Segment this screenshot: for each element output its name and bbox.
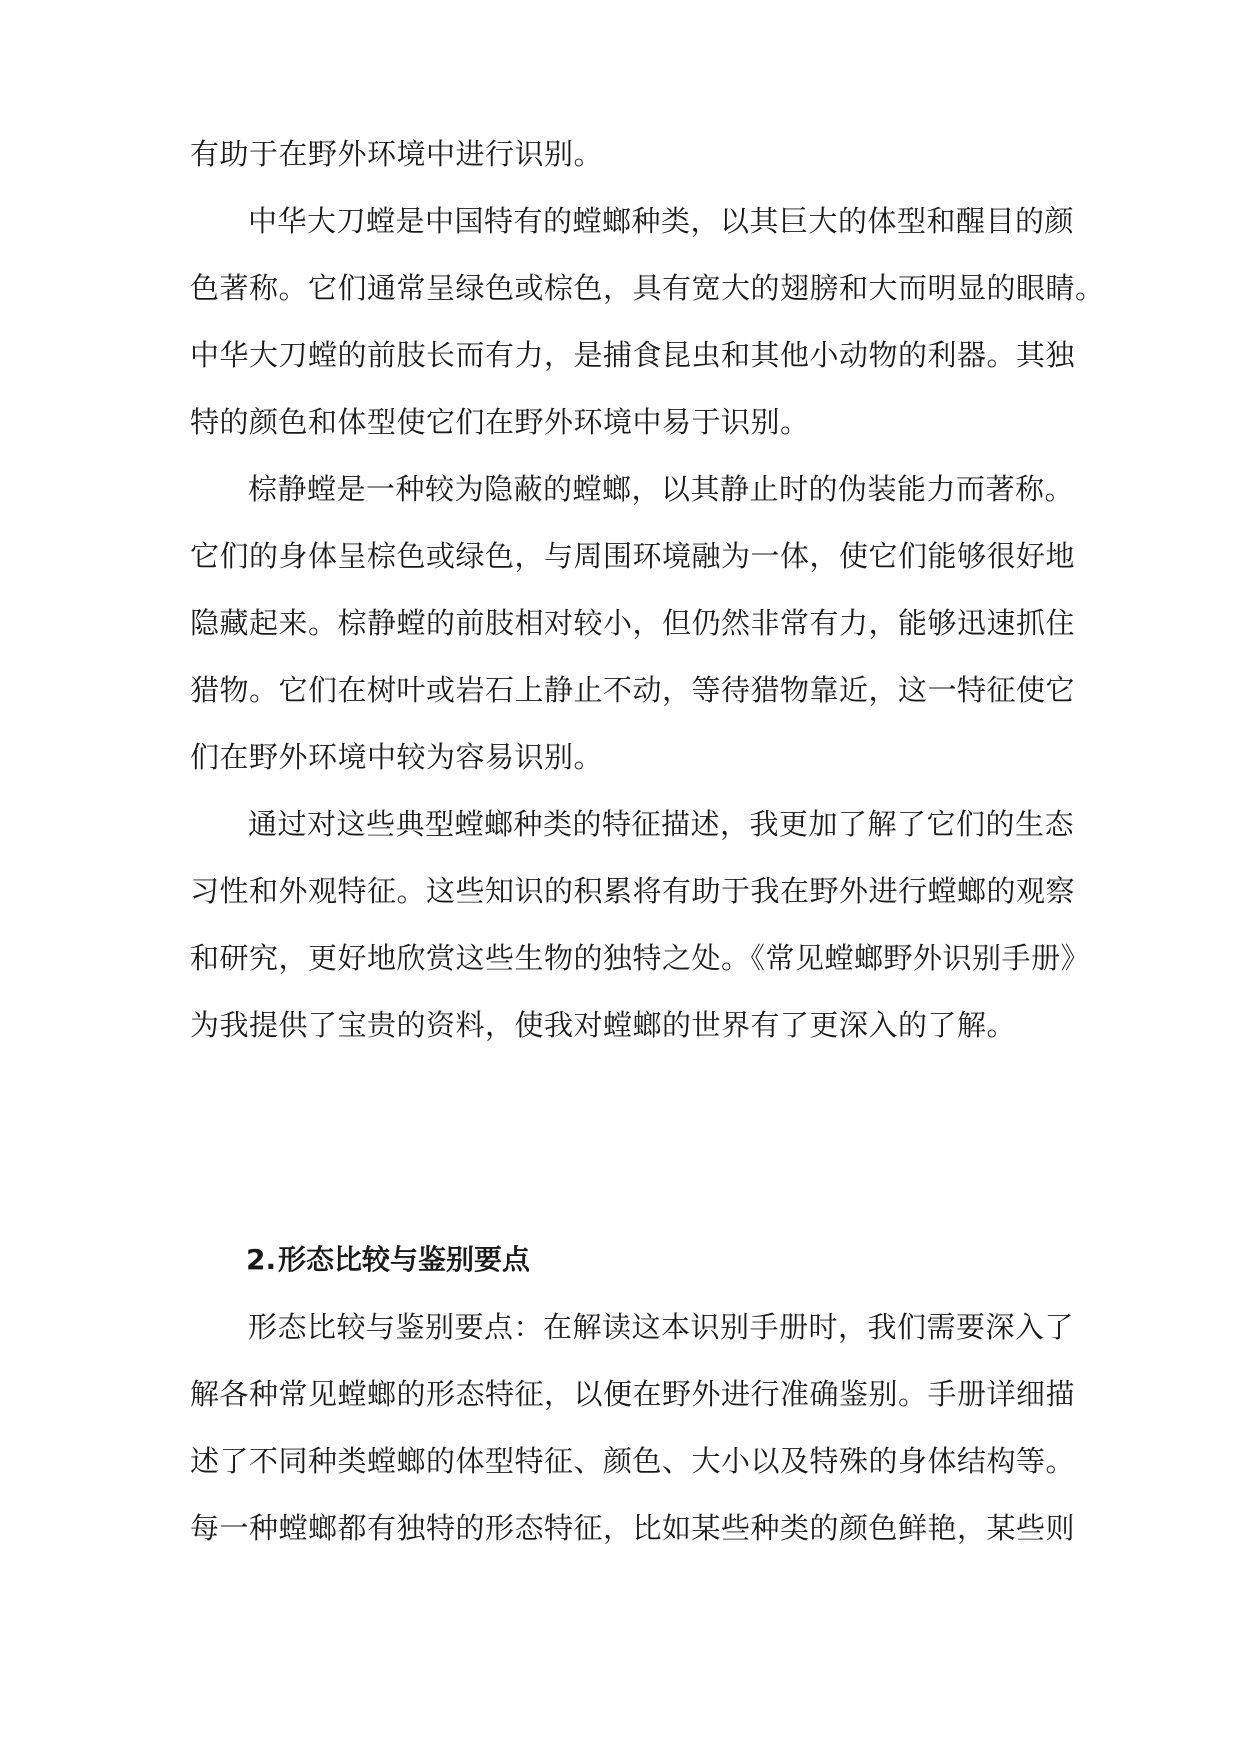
paragraph-3-line-1: 通过对这些典型螳螂种类的特征描述，我更加了解了它们的生态	[248, 807, 1075, 841]
paragraph-3-line-4: 为我提供了宝贵的资料，使我对螳螂的世界有了更深入的了解。	[190, 1008, 1017, 1042]
paragraph-1-line-4: 特的颜色和体型使它们在野外环境中易于识别。	[190, 405, 810, 439]
paragraph-0-line-1: 有助于在野外环境中进行识别。	[190, 137, 604, 171]
paragraph-2-line-4: 猎物。它们在树叶或岩石上静止不动，等待猎物靠近，这一特征使它	[190, 673, 1076, 707]
section-heading	[246, 1236, 530, 1284]
paragraph-4-line-2: 解各种常见螳螂的形态特征，以便在野外进行准确鉴别。手册详细描	[190, 1377, 1076, 1411]
paragraph-1-line-2: 色著称。它们通常呈绿色或棕色，具有宽大的翅膀和大而明显的眼睛。	[190, 271, 1105, 305]
paragraph-4-line-4: 每一种螳螂都有独特的形态特征，比如某些种类的颜色鲜艳，某些则	[190, 1511, 1076, 1545]
paragraph-4-line-1: 形态比较与鉴别要点：在解读这本识别手册时，我们需要深入了	[248, 1310, 1075, 1344]
paragraph-3-line-2: 习性和外观特征。这些知识的积累将有助于我在野外进行螳螂的观察	[190, 874, 1076, 908]
paragraph-2-line-5: 们在野外环境中较为容易识别。	[190, 740, 604, 774]
paragraph-3-line-3: 和研究，更好地欣赏这些生物的独特之处。《常见螳螂野外识别手册》	[190, 941, 1091, 975]
section-number: 2.	[246, 1243, 277, 1276]
paragraph-2-line-3: 隐藏起来。棕静螳的前肢相对较小，但仍然非常有力，能够迅速抓住	[190, 606, 1076, 640]
section-title: 形态比较与鉴别要点	[278, 1243, 531, 1276]
paragraph-1-line-1: 中华大刀螳是中国特有的螳螂种类，以其巨大的体型和醒目的颜	[248, 204, 1075, 238]
paragraph-2-line-2: 它们的身体呈棕色或绿色，与周围环境融为一体，使它们能够很好地	[190, 539, 1076, 573]
paragraph-1-line-3: 中华大刀螳的前肢长而有力，是捕食昆虫和其他小动物的利器。其独	[190, 338, 1076, 372]
paragraph-4-line-3: 述了不同种类螳螂的体型特征、颜色、大小以及特殊的身体结构等。	[190, 1444, 1076, 1478]
paragraph-2-line-1: 棕静螳是一种较为隐蔽的螳螂，以其静止时的伪装能力而著称。	[248, 472, 1075, 506]
